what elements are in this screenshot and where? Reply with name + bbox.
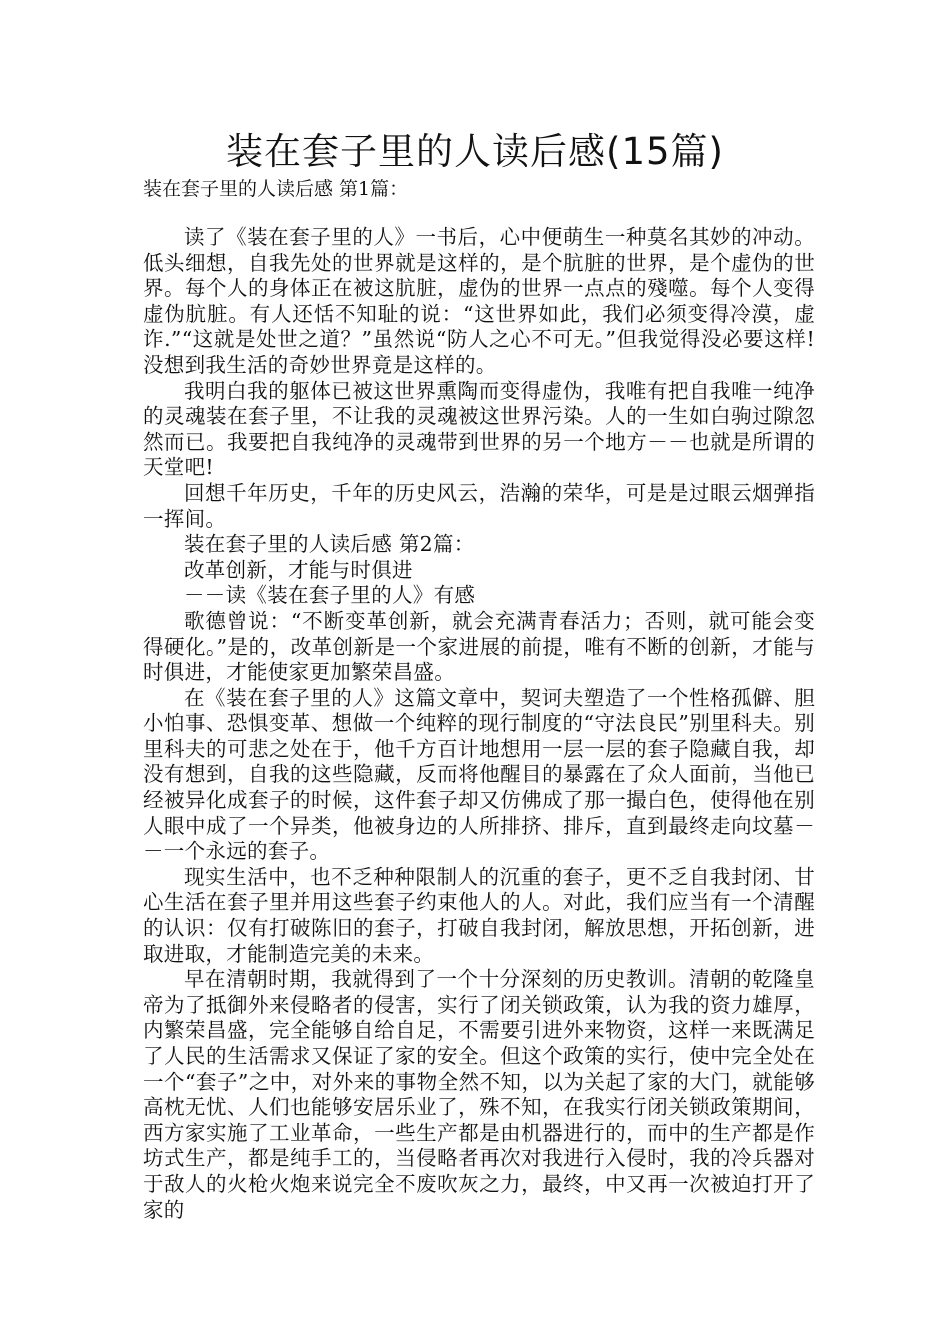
essay-subtitle: －－读《装在套子里的人》有感 bbox=[184, 583, 476, 608]
paragraph: 早在清朝时期，我就得到了一个十分深刻的历史教训。清朝的乾隆皇帝为了抵御外来侵略者的侵害，实行了闭关锁政策，认为我的资力雄厚，内繁荣昌盛，完全能够自给自足，不需要引进外来物资，这样一来既满足了人民的生活需求又保证了家的安全。但这个政策的实行，使中完全处在一个“套子”之中，对外来的事物全然不知，以为关起了家的大门，就能够高枕无忧、人们也能够安居乐业了，殊不知，在我实行闭关锁政策期间，西方家实施了工业革命，一些生产都是由机器进行的，而中的生产都是作坊式生产，都是纯手工的，当侵略者再次对我进行入侵时，我的冷兵器对于敌人的火枪火炮来说完全不废吹灰之力，最终，中又再一次被迫打开了家的 bbox=[143, 967, 815, 1222]
paragraph: 我明白我的躯体已被这世界熏陶而变得虚伪，我唯有把自我唯一纯净的灵魂装在套子里，不让我的灵魂被这世界污染。人的一生如白驹过隙忽然而已。我要把自我纯净的灵魂带到世界的另一个地方－－也就是所谓的天堂吧! bbox=[143, 378, 815, 480]
paragraph: 读了《装在套子里的人》一书后，心中便萌生一种莫名其妙的冲动。低头细想，自我先处的世界就是这样的，是个肮脏的世界，是个虚伪的世界。每个人的身体正在被这肮脏，虚伪的世界一点点的殘噬。每个人变得虚伪肮脏。有人还恬不知耻的说：“这世界如此，我们必须变得冷漠，虚诈.”“这就是处世之道？”虽然说“防人之心不可无。”但我觉得没必要这样!没想到我生活的奇妙世界竟是这样的。 bbox=[143, 225, 815, 377]
section-heading: 装在套子里的人读后感 第1篇： bbox=[143, 178, 409, 200]
paragraph: 歌德曾说：“不断变革创新，就会充满青春活力；否则，就可能会变得硬化。”是的，改革创新是一个家进展的前提，唯有不断的创新，才能与时俱进，才能使家更加繁荣昌盛。 bbox=[143, 608, 815, 685]
essay-title: 改革创新，才能与时俱进 bbox=[184, 557, 413, 582]
paragraph: 回想千年历史，千年的历史风云，浩瀚的荣华，可是是过眼云烟弹指一挥间。 bbox=[143, 480, 815, 531]
document-body bbox=[143, 225, 815, 1223]
document-title: 装在套子里的人读后感(15篇) bbox=[226, 130, 724, 173]
paragraph: 现实生活中，也不乏种种限制人的沉重的套子，更不乏自我封闭、甘心生活在套子里并用这些套子约束他人的人。对此，我们应当有一个清醒的认识：仅有打破陈旧的套子，打破自我封闭，解放思想，开拓创新，进取进取，才能制造完美的未来。 bbox=[143, 864, 815, 966]
section-heading: 装在套子里的人读后感 第2篇： bbox=[184, 532, 475, 557]
paragraph: 在《装在套子里的人》这篇文章中，契诃夫塑造了一个性格孤僻、胆小怕事、恐惧变革、想做一个纯粹的现行制度的“守法良民”别里科夫。别里科夫的可悲之处在于，他千方百计地想用一层一层的套子隐藏自我，却没有想到，自我的这些隐藏，反而将他醒目的暴露在了众人面前，当他已经被异化成套子的时候，这件套子却又仿佛成了那一撮白色，使得他在别人眼中成了一个异类，他被身边的人所排挤、排斥，直到最终走向坟墓－－一个永远的套子。 bbox=[143, 685, 815, 864]
